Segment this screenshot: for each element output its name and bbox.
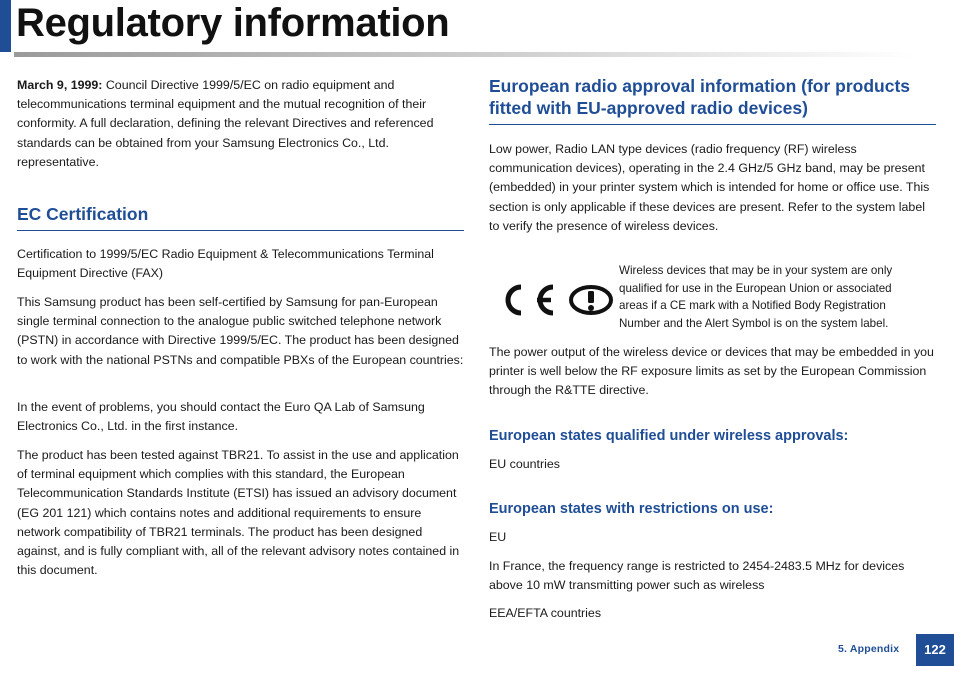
ce-mark-note: Wireless devices that may be in your system are only qualified for use in the European Union or associated areas if a CE mark with a Notified Body Registration Number and the Alert Symbol is on the system label.	[619, 264, 893, 330]
ec-paragraph-4: The product has been tested against TBR21. To assist in the use and application of terminal equipment which complies with this standard, the European Telecommunication Standards Institute (ETSI) has issued an advisory document (EG 201 121) which contains notes and additional requirements to ensure network compatibility of TBR21 terminals. The product has been designed against, and is fully compliant with, all of the relevant advisory notes contained in this document.	[17, 448, 460, 578]
page-number-badge: 122	[916, 634, 954, 666]
header-divider	[14, 52, 914, 57]
qualified-states-text: EU countries	[489, 457, 560, 471]
radio-heading-rule	[489, 124, 936, 125]
restricted-eu-label: EU	[489, 530, 507, 544]
intro-date: March 9, 1999:	[17, 78, 103, 92]
radio-paragraph-2: The power output of the wireless device or devices that may be embedded in you printer is well below the RF exposure limits as set by the European Commission through the R&TTE directive.	[489, 345, 934, 398]
ec-paragraph-1: Certification to 1999/5/EC Radio Equipment & Telecommunications Terminal Equipment Directive (FAX)	[17, 247, 434, 281]
header-accent-bar	[0, 0, 11, 52]
page-title: Regulatory information	[16, 1, 450, 45]
ec-heading-rule	[17, 230, 464, 231]
intro-paragraph	[17, 76, 465, 172]
ce-alert-mark-icon	[497, 283, 613, 317]
intro-text: Council Directive 1999/5/EC on radio equipment and telecommunications terminal equipment and the mutual recognition of their conformity. A full declaration, defining the relevant Directives and referenced standards can be obtained from your Samsung Electronics Co., Ltd. representative.	[17, 78, 434, 169]
radio-approval-heading: European radio approval information (for products fitted with EU-approved radio devices)	[489, 76, 910, 118]
ec-certification-heading: EC Certification	[17, 204, 149, 224]
ec-paragraph-2: This Samsung product has been self-certified by Samsung for pan-European single terminal connection to the analogue public switched telephone network (PSTN) in accordance with Directive 1999/5/EC. The product has been designed to work with the national PSTNs and compatible PBXs of the European countries:	[17, 295, 464, 367]
restricted-states-heading: European states with restrictions on use:	[489, 501, 774, 517]
footer-section-label: 5. Appendix	[838, 643, 900, 655]
restricted-france-text: In France, the frequency range is restricted to 2454-2483.5 MHz for devices above 10 mW transmitting power such as wireless	[489, 559, 905, 593]
qualified-states-heading: European states qualified under wireless approvals:	[489, 428, 849, 444]
restricted-eea-label: EEA/EFTA countries	[489, 606, 602, 620]
radio-paragraph-1: Low power, Radio LAN type devices (radio frequency (RF) wireless communication devices), operating in the 2.4 GHz/5 GHz band, may be present (embedded) in your printer system which is intended for home or office use. This section is only applicable if these devices are present. Refer to the system label to verify the presence of wireless devices.	[489, 142, 930, 233]
ec-paragraph-3: In the event of problems, you should contact the Euro QA Lab of Samsung Electronics Co., Ltd. in the first instance.	[17, 400, 425, 434]
